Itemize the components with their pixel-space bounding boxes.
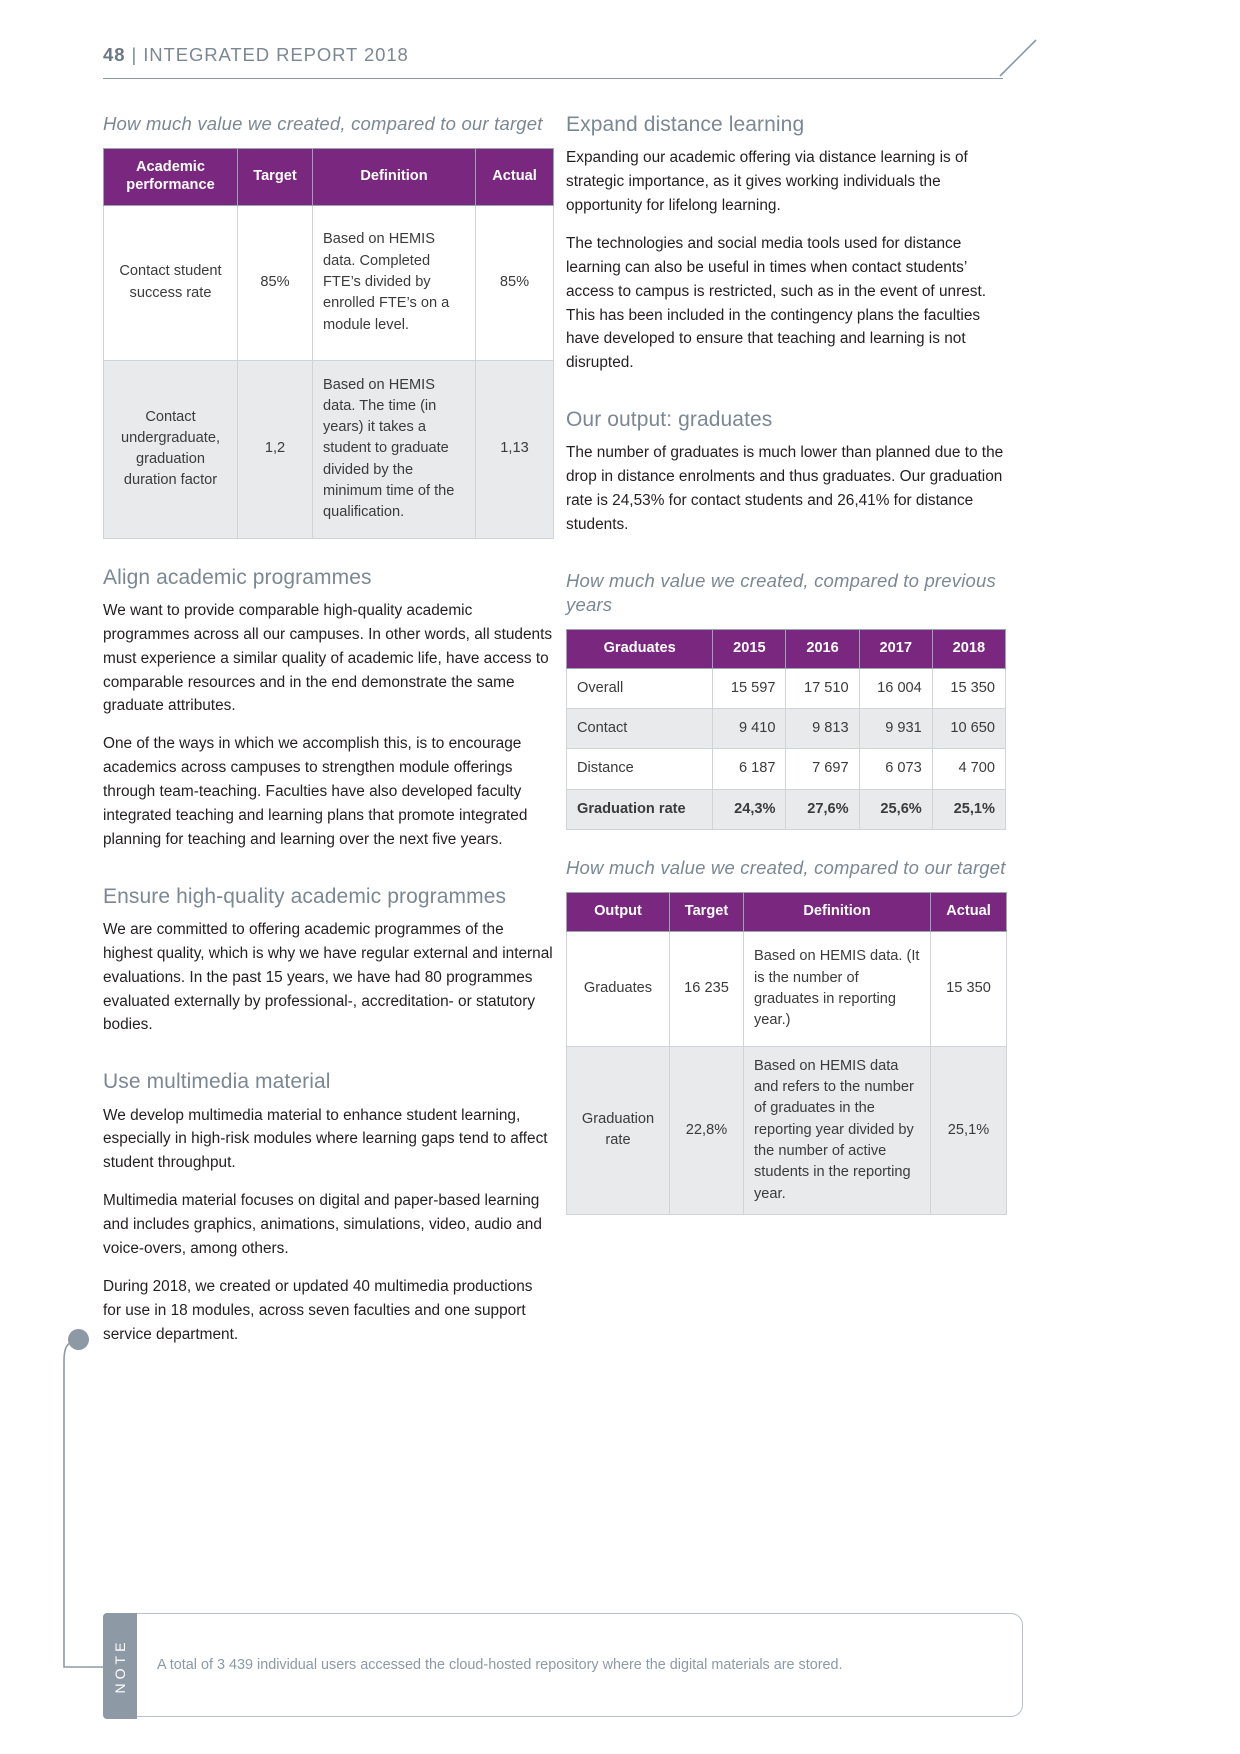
cell-output: Graduation rate (567, 1046, 670, 1214)
column-header-target: Target (670, 893, 744, 932)
cell-value: 15 597 (713, 668, 786, 708)
cell-definition: Based on HEMIS data. (It is the number of graduates in reporting year.) (744, 931, 931, 1046)
paragraph: Expanding our academic offering via distance learning is of strategic importance, as it gives working individuals the opportunity for lifelong learning. (566, 149, 968, 214)
table-row (567, 668, 1006, 708)
section-heading-our-output-graduates: Our output: graduates (566, 408, 773, 432)
column-header-actual: Actual (931, 893, 1007, 932)
note-label-tab (103, 1613, 137, 1719)
cell-value: 15 350 (932, 668, 1005, 708)
table-row (567, 749, 1006, 789)
table-row (567, 1046, 1007, 1214)
page-header-title: INTEGRATED REPORT 2018 (143, 44, 409, 65)
table-row (567, 931, 1007, 1046)
note-body (137, 1613, 1023, 1717)
cell-value: 25,1% (932, 789, 1005, 829)
paragraph: One of the ways in which we accomplish this, is to encourage academics across campuses to strengthen module offerings through team-teaching. Faculties have also developed faculty integrated teaching and learning plans that promote integrated planning for teaching and learning over the next five years. (103, 735, 528, 848)
section-heading-align-academic-programmes: Align academic programmes (103, 565, 372, 589)
paragraph: The number of graduates is much lower than planned due to the drop in distance enrolments and thus graduates. Our graduation rate is 24,53% for contact students and 26,41% for distance students. (566, 444, 1004, 533)
paragraph: The technologies and social media tools used for distance learning can also be useful in times when contact students’ access to campus is restricted, such as in the event of unrest. This has been included in the contingency plans the faculties have developed to ensure that teaching and learning is not disrupted. (566, 234, 987, 372)
left-column (103, 112, 553, 1360)
column-header-target: Target (238, 149, 313, 206)
table-header-row (104, 149, 554, 206)
column-header-graduates: Graduates (567, 629, 713, 668)
column-header-2017: 2017 (859, 629, 932, 668)
cell-actual: 25,1% (931, 1046, 1007, 1214)
cell-row-label: Graduation rate (567, 789, 713, 829)
caption-academic-target: How much value we created, compared to our target (103, 113, 543, 134)
caption-previous-years: How much value we created, compared to previous years (566, 569, 996, 615)
note-text: A total of 3 439 individual users accessed the cloud-hosted repository where the digital materials are stored. (157, 1656, 843, 1673)
table-row (567, 789, 1006, 829)
note-box (103, 1613, 1023, 1719)
section-heading-ensure-high-quality: Ensure high-quality academic programmes (103, 884, 507, 908)
column-header-actual: Actual (476, 149, 554, 206)
column-header-definition: Definition (744, 893, 931, 932)
cell-definition: Based on HEMIS data. Completed FTE’s divided by enrolled FTE’s on a module level. (313, 205, 476, 360)
cell-value: 7 697 (786, 749, 859, 789)
page-header-separator: | (131, 44, 138, 65)
cell-value: 24,3% (713, 789, 786, 829)
cell-target: 16 235 (670, 931, 744, 1046)
table-output (566, 892, 1007, 1215)
column-header-2016: 2016 (786, 629, 859, 668)
paragraph: We want to provide comparable high-quality academic programmes across all our campuses. In other words, all students must experience a similar quality of academic life, have access to comparable resources and in the end demonstrate the same graduate attributes. (103, 601, 553, 715)
cell-row-label: Contact (567, 709, 713, 749)
slash-decoration-icon (996, 36, 1040, 80)
column-header-output: Output (567, 893, 670, 932)
column-header-2015: 2015 (713, 629, 786, 668)
table-row (104, 205, 554, 360)
cell-row-label: Distance (567, 749, 713, 789)
section-heading-use-multimedia-material: Use multimedia material (103, 1070, 331, 1094)
cell-value: 9 931 (859, 709, 932, 749)
cell-value: 4 700 (932, 749, 1005, 789)
cell-actual: 15 350 (931, 931, 1007, 1046)
table-row (567, 709, 1006, 749)
cell-output: Graduates (567, 931, 670, 1046)
cell-value: 9 813 (786, 709, 859, 749)
table-academic-performance (103, 148, 554, 539)
cell-value: 25,6% (859, 789, 932, 829)
cell-definition: Based on HEMIS data. The time (in years) it takes a student to graduate divided by the minimum time of the qualification. (313, 360, 476, 538)
cell-target: 85% (238, 205, 313, 360)
cell-value: 16 004 (859, 668, 932, 708)
paragraph: Multimedia material focuses on digital and paper-based learning and includes graphics, animations, simulations, video, audio and voice-overs, among others. (103, 1192, 542, 1257)
cell-value: 9 410 (713, 709, 786, 749)
page-header-rule (103, 78, 1003, 79)
cell-actual: 1,13 (476, 360, 554, 538)
note-label: NOTE (112, 1638, 128, 1694)
paragraph-note-anchor: During 2018, we created or updated 40 multimedia productions for use in 18 modules, across seven faculties and one support service department. (103, 1277, 533, 1343)
table-header-row (567, 629, 1006, 668)
cell-value: 17 510 (786, 668, 859, 708)
caption-output-target: How much value we created, compared to our target (566, 856, 1006, 878)
column-header-definition: Definition (313, 149, 476, 206)
paragraph: We develop multimedia material to enhance student learning, especially in high-risk modules where learning gaps tend to affect student throughput. (103, 1106, 548, 1172)
table-graduates (566, 629, 1006, 830)
cell-row-label: Overall (567, 668, 713, 708)
page-header (103, 44, 1133, 90)
right-column (566, 112, 1006, 1215)
cell-target: 22,8% (670, 1046, 744, 1214)
cell-performance: Contact student success rate (104, 205, 238, 360)
table-header-row (567, 893, 1007, 932)
table-row (104, 360, 554, 538)
cell-value: 10 650 (932, 709, 1005, 749)
column-header-2018: 2018 (932, 629, 1005, 668)
column-header-academic-performance: Academic performance (104, 149, 238, 206)
cell-value: 27,6% (786, 789, 859, 829)
cell-performance: Contact undergraduate, graduation duration factor (104, 360, 238, 538)
page-header-text (103, 44, 1133, 66)
cell-value: 6 073 (859, 749, 932, 789)
section-heading-expand-distance-learning: Expand distance learning (566, 113, 805, 136)
cell-value: 6 187 (713, 749, 786, 789)
cell-target: 1,2 (238, 360, 313, 538)
cell-definition: Based on HEMIS data and refers to the number of graduates in the reporting year divided by the number of active students in the reporting year. (744, 1046, 931, 1214)
paragraph: We are committed to offering academic programmes of the highest quality, which is why we have regular external and internal evaluations. In the past 15 years, we have had 80 programmes evaluated externally by professional-, accreditation- or statutory bodies. (103, 920, 553, 1034)
cell-actual: 85% (476, 205, 554, 360)
page-number: 48 (103, 44, 126, 65)
